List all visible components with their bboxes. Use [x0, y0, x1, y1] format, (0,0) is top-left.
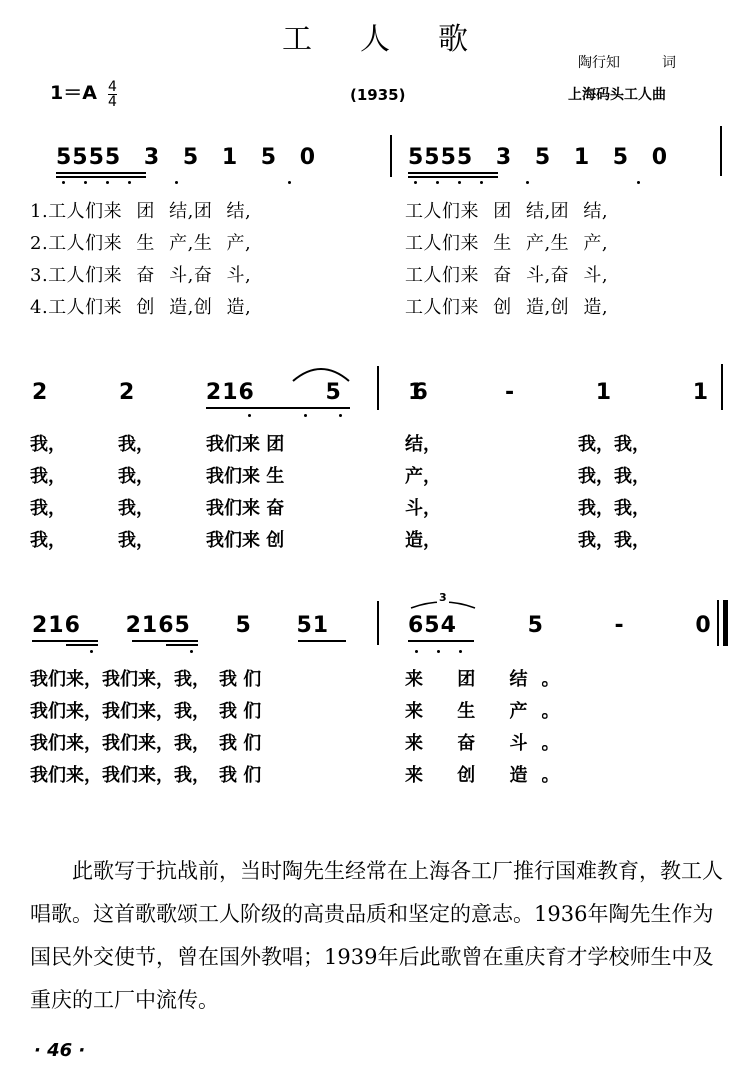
beam — [66, 644, 98, 646]
octave-dot — [248, 414, 251, 417]
octave-dot — [637, 181, 640, 184]
octave-dot — [436, 181, 439, 184]
octave-dot — [84, 181, 87, 184]
lyric-s2-v3a2: 我， — [118, 498, 154, 519]
song-note-text: 此歌写于抗战前，当时陶先生经常在上海各工厂推行国难教育，教工人唱歌。这首歌歌颂工人阶级的高贵品质和坚定的意志。1936年陶先生作为国民外交使节，曾在国外教唱；1939年后此歌曾在重庆育才学校师生中及重庆的工厂中流传。 — [30, 859, 723, 1012]
beam — [56, 172, 146, 174]
time-bottom: 4 — [108, 94, 117, 110]
page-number: · 46 · — [34, 1040, 86, 1061]
octave-dot — [414, 181, 417, 184]
lyric-s2-v3b2: 我，我， — [578, 498, 650, 519]
beam — [298, 640, 346, 642]
lyric-s1-v2a: 2.工人们来 生 产,生 产, — [30, 233, 252, 254]
octave-dot — [175, 181, 178, 184]
octave-dot — [90, 650, 93, 653]
octave-dot — [106, 181, 109, 184]
lyric-s2-v2a1: 我， — [30, 466, 66, 487]
barline — [720, 126, 722, 176]
octave-dot — [459, 650, 462, 653]
lyric-s2-v2a3: 我们来 生 — [206, 466, 285, 487]
beam — [56, 176, 146, 178]
octave-dot — [288, 181, 291, 184]
lyric-s3-v2b: 来 生 产。 — [405, 701, 574, 722]
beam — [166, 644, 198, 646]
lyric-s2-v2b1: 产， — [405, 466, 441, 487]
barline — [377, 601, 379, 645]
notes-s3b: 654 5 - 0 — [408, 613, 712, 638]
lyric-s1-v3a: 3.工人们来 奋 斗,奋 斗, — [30, 265, 252, 286]
lyric-s1-v4b: 工人们来 创 造,创 造, — [405, 297, 609, 318]
composer-credit: 上海码头工人曲 — [568, 87, 666, 103]
lyric-s2-v1b2: 我，我， — [578, 434, 650, 455]
octave-dot — [304, 414, 307, 417]
octave-dot — [339, 414, 342, 417]
lyric-s2-v3a3: 我们来 奋 — [206, 498, 285, 519]
beam — [206, 407, 350, 409]
notes-s1b: 5555 3 5 1 5 0 — [408, 145, 669, 170]
beam — [408, 176, 498, 178]
barline — [717, 600, 719, 646]
lyricist-credit: 陶行知 词 — [578, 55, 676, 71]
octave-dot — [190, 650, 193, 653]
beam — [408, 640, 474, 642]
lyric-s3-v3b: 来 奋 斗。 — [405, 733, 574, 754]
year-label: (1935) — [350, 86, 406, 104]
lyric-s2-v3b1: 斗， — [405, 498, 441, 519]
lyric-s2-v4b2: 我，我， — [578, 530, 650, 551]
time-signature — [108, 80, 117, 109]
octave-dot — [437, 650, 440, 653]
lyric-s1-v2b: 工人们来 生 产,生 产, — [405, 233, 609, 254]
notes-s3a: 216 2165 5 51 — [32, 613, 330, 638]
lyric-s1-v1a: 1.工人们来 团 结,团 结, — [30, 201, 252, 222]
notes-s2a: 2 2 216 5 6 — [32, 380, 429, 405]
lyric-s2-v2a2: 我， — [118, 466, 154, 487]
time-top: 4 — [108, 79, 117, 95]
final-barline — [723, 600, 728, 646]
lyric-s3-v2a: 我们来，我们来，我， 我 们 — [30, 701, 262, 722]
lyric-s3-v1a: 我们来，我们来，我， 我 们 — [30, 669, 262, 690]
beam — [132, 640, 198, 642]
octave-dot — [62, 181, 65, 184]
lyric-s2-v4a1: 我， — [30, 530, 66, 551]
lyric-s2-v1a1: 我， — [30, 434, 66, 455]
lyric-s2-v4b1: 造， — [405, 530, 441, 551]
octave-dot — [128, 181, 131, 184]
barline — [721, 364, 723, 410]
notes-s2b: 1 - 1 1 — [408, 380, 710, 405]
octave-dot — [415, 650, 418, 653]
lyric-s2-v3a1: 我， — [30, 498, 66, 519]
barline — [390, 135, 392, 177]
octave-dot — [458, 181, 461, 184]
beam — [32, 640, 98, 642]
triplet-label: 3 — [439, 591, 447, 604]
key-label: 1＝A — [50, 82, 97, 104]
octave-dot — [480, 181, 483, 184]
lyric-s1-v4a: 4.工人们来 创 造,创 造, — [30, 297, 252, 318]
lyric-s2-v4a2: 我， — [118, 530, 154, 551]
lyric-s3-v1b: 来 团 结。 — [405, 669, 574, 690]
lyric-s2-v1a3: 我们来 团 — [206, 434, 285, 455]
song-title: 工人歌 — [282, 22, 516, 57]
lyric-s1-v1b: 工人们来 团 结,团 结, — [405, 201, 609, 222]
lyric-s2-v2b2: 我，我， — [578, 466, 650, 487]
notes-s1a: 5555 3 5 1 5 0 — [56, 145, 317, 170]
lyric-s1-v3b: 工人们来 奋 斗,奋 斗, — [405, 265, 609, 286]
key-signature — [50, 78, 117, 109]
lyric-s3-v4b: 来 创 造。 — [405, 765, 574, 786]
lyric-s2-v1b1: 结， — [405, 434, 441, 455]
lyric-s2-v1a2: 我， — [118, 434, 154, 455]
song-note — [30, 850, 730, 1022]
lyric-s3-v3a: 我们来，我们来，我， 我 们 — [30, 733, 262, 754]
octave-dot — [526, 181, 529, 184]
lyric-s3-v4a: 我们来，我们来，我， 我 们 — [30, 765, 262, 786]
beam — [408, 172, 498, 174]
lyric-s2-v4a3: 我们来 创 — [206, 530, 285, 551]
